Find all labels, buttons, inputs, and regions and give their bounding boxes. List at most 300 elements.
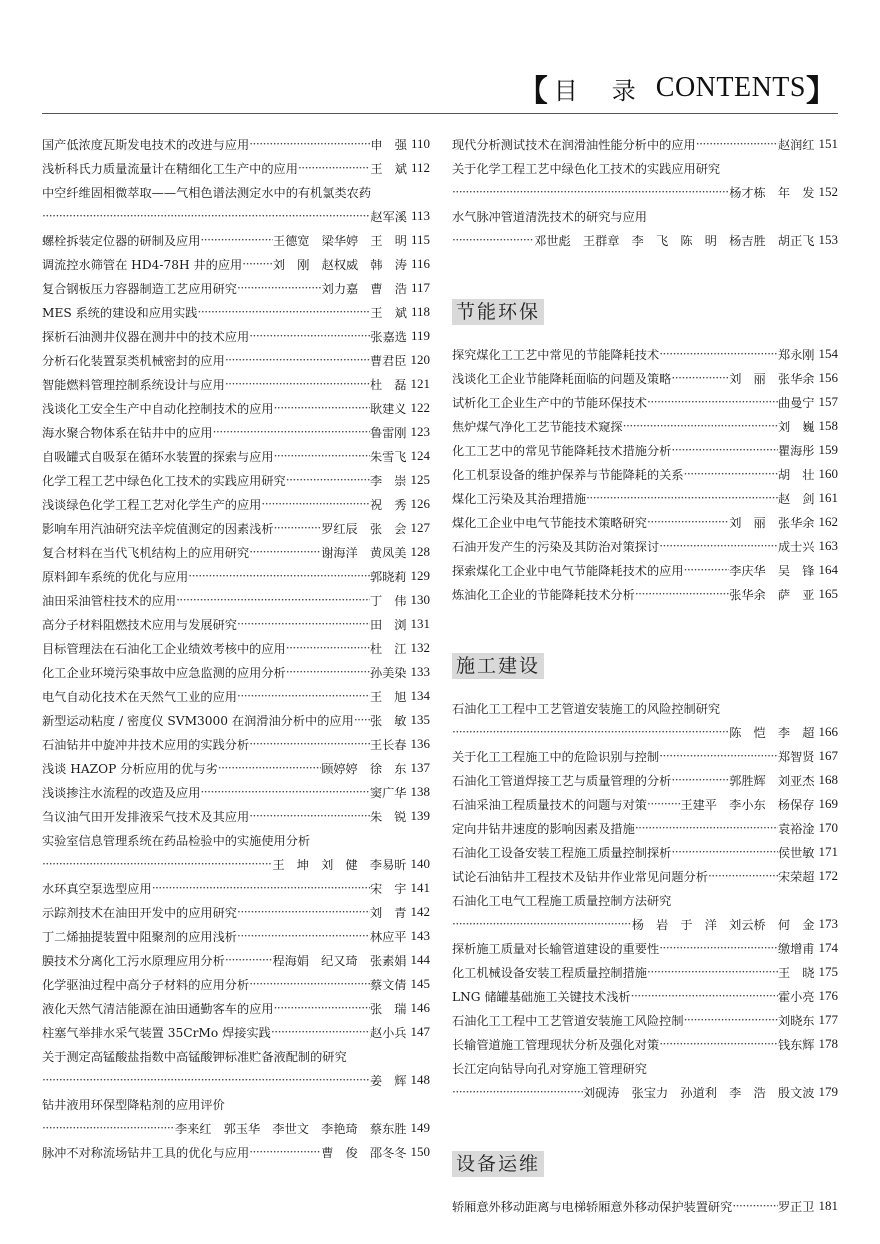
toc-entry-title-line[interactable]	[42, 1044, 430, 1068]
leader-dots	[671, 845, 778, 859]
entry-title[interactable]: 刍议油气田开发排液采气技术及其应用	[42, 809, 250, 824]
toc-entry-title-line[interactable]	[42, 1092, 430, 1116]
toc-entry[interactable]	[42, 684, 430, 708]
leader-dots	[647, 395, 778, 409]
toc-entry-author-line[interactable]	[452, 720, 838, 744]
entry-authors: 杜 江	[369, 641, 407, 656]
leader-dots	[635, 587, 729, 601]
toc-entry[interactable]	[42, 1140, 430, 1164]
section-gap	[452, 1104, 838, 1132]
entry-page: 123	[410, 424, 430, 439]
entry-authors: 邓世彪 王群章 李 飞 陈 明 杨吉胜 胡正飞	[534, 233, 815, 248]
leader-dots	[249, 1145, 321, 1159]
entry-page: 113	[410, 208, 430, 223]
entry-title[interactable]: 石油钻井中旋冲井技术应用的实践分析	[42, 737, 250, 752]
entry-title[interactable]: 新型运动粘度 / 密度仪 SVM3000 在润滑油分析中的应用	[42, 713, 354, 728]
toc-entry[interactable]	[42, 372, 430, 396]
entry-authors: 朱雪飞	[369, 449, 407, 464]
entry-authors: 王建平 李小东 杨保存	[680, 797, 815, 812]
entry-page: 174	[818, 940, 838, 955]
entry-title[interactable]: 探究煤化工工艺中常见的节能降耗技术	[452, 347, 660, 362]
toc-entry[interactable]	[42, 276, 430, 300]
bracket-open: 【	[517, 75, 548, 108]
leader-dots	[684, 1013, 778, 1027]
leader-dots	[732, 1199, 778, 1213]
entry-authors: 赵 剑	[777, 491, 815, 506]
toc-entry[interactable]	[452, 534, 838, 558]
left-column	[42, 132, 430, 1164]
section-title: 施工建设	[452, 653, 544, 679]
entry-title[interactable]: 现代分析测试技术在润滑油性能分析中的应用	[452, 137, 696, 152]
entry-page: 176	[818, 988, 838, 1003]
entry-authors: 刘力嘉 曹 浩	[321, 281, 407, 296]
leader-dots	[647, 965, 778, 979]
toc-entry[interactable]	[452, 342, 838, 366]
toc-entry[interactable]	[42, 300, 430, 324]
entry-title[interactable]: 海水聚合物体系在钻井中的应用	[42, 425, 213, 440]
entry-authors: 孙美染	[369, 665, 407, 680]
toc-entry[interactable]	[452, 1032, 838, 1056]
entry-authors: 王 坤 刘 健 李易昕	[272, 857, 407, 872]
toc-entry[interactable]	[42, 420, 430, 444]
toc-entry[interactable]	[42, 612, 430, 636]
toc-entry[interactable]	[452, 132, 838, 156]
entry-page: 152	[818, 184, 838, 199]
entry-authors: 钱东辉	[777, 1037, 815, 1052]
entry-title[interactable]: 煤化工污染及其治理措施	[452, 491, 587, 506]
entry-page: 127	[410, 520, 430, 535]
toc-entry[interactable]	[452, 744, 838, 768]
entry-page: 157	[818, 394, 838, 409]
entry-title[interactable]: 国产低浓度瓦斯发电技术的改进与应用	[42, 137, 250, 152]
entry-page: 168	[818, 772, 838, 787]
entry-authors: 刘 青	[369, 905, 407, 920]
toc-entry[interactable]	[42, 228, 430, 252]
entry-title[interactable]: 探析施工质量对长输管道建设的重要性	[452, 941, 660, 956]
toc-entry-author-line[interactable]	[452, 912, 838, 936]
entry-page: 122	[410, 400, 430, 415]
toc-entry[interactable]	[42, 132, 430, 156]
entry-title[interactable]: 浅谈绿色化学工程工艺对化学生产的应用	[42, 497, 262, 512]
entry-title[interactable]: 石油采油工程质量技术的问题与对策	[452, 797, 647, 812]
toc-entry[interactable]	[452, 960, 838, 984]
entry-page: 146	[410, 1000, 430, 1015]
entry-page: 119	[410, 328, 430, 343]
entry-title[interactable]: 试论石油钻井工程技术及钻井作业常见问题分析	[452, 869, 708, 884]
entry-title[interactable]: 石油化工工程中工艺管道安装施工风险控制	[452, 1013, 684, 1028]
entry-page: 132	[410, 640, 430, 655]
leader-dots	[659, 347, 778, 361]
toc-entry[interactable]	[42, 252, 430, 276]
entry-authors: 张 敏	[369, 713, 407, 728]
entry-authors: 罗正卫	[777, 1199, 815, 1214]
entry-title[interactable]: 关于化工工程施工中的危险识别与控制	[452, 749, 660, 764]
entry-page: 161	[818, 490, 838, 505]
toc-entry[interactable]	[42, 756, 430, 780]
entry-page: 175	[818, 964, 838, 979]
entry-page: 177	[818, 1012, 838, 1027]
entry-page: 153	[818, 232, 838, 247]
leader-dots	[197, 305, 370, 319]
entry-authors: 陈 恺 李 超	[729, 725, 815, 740]
toc-entry[interactable]	[42, 516, 430, 540]
entry-title[interactable]: 液化天然气清洁能源在油田通勤客车的应用	[42, 1001, 274, 1016]
entry-title[interactable]: 石油开发产生的污染及其防治对策探讨	[452, 539, 660, 554]
entry-authors: 赵军溪	[370, 209, 407, 224]
toc-entry[interactable]	[42, 348, 430, 372]
entry-page: 162	[818, 514, 838, 529]
leader-dots	[354, 713, 370, 727]
toc-entry[interactable]	[42, 780, 430, 804]
entry-page: 134	[410, 688, 430, 703]
entry-page: 137	[410, 760, 430, 775]
entry-page: 147	[410, 1024, 430, 1039]
entry-title[interactable]: 水气脉冲管道清洗技术的研究与应用	[452, 209, 647, 224]
toc-entry[interactable]	[452, 366, 838, 390]
leader-dots	[708, 869, 778, 883]
toc-entry[interactable]	[452, 510, 838, 534]
entry-title[interactable]: 石油化工管道焊接工艺与质量管理的分析	[452, 773, 672, 788]
entry-page: 160	[818, 466, 838, 481]
toc-entry[interactable]	[42, 468, 430, 492]
entry-title[interactable]: 钻井液用环保型降粘剂的应用评价	[42, 1097, 225, 1112]
toc-entry-title-line[interactable]	[42, 180, 430, 204]
entry-title[interactable]: 煤化工企业中电气节能技术策略研究	[452, 515, 647, 530]
toc-entry-title-line[interactable]	[42, 828, 430, 852]
entry-authors: 曲曼宁	[777, 395, 815, 410]
section-header	[452, 1152, 838, 1176]
entry-authors: 丁 伟	[369, 593, 407, 608]
leader-dots	[586, 491, 778, 505]
toc-entry-title-line[interactable]	[452, 204, 838, 228]
toc-entry[interactable]	[452, 1194, 838, 1218]
entry-page: 144	[410, 952, 430, 967]
entry-page: 164	[818, 562, 838, 577]
entry-authors: 李来红 郭玉华 李世文 李艳琦 蔡东胜	[174, 1121, 407, 1136]
entry-title[interactable]: 中空纤维固相微萃取——气相色谱法测定水中的有机氯类农药	[42, 185, 372, 200]
entry-title[interactable]: LNG 储罐基础施工关键技术浅析	[452, 989, 631, 1004]
entry-authors: 杨才栋 年 发	[729, 185, 815, 200]
entry-title[interactable]: 化学工程工艺中绿色化工技术的实践应用研究	[42, 473, 286, 488]
leader-dots	[225, 353, 370, 367]
leader-dots	[452, 185, 729, 199]
toc-entry[interactable]	[452, 840, 838, 864]
entry-title[interactable]: 分析石化装置泵类机械密封的应用	[42, 353, 225, 368]
entry-title[interactable]: 焦炉煤气净化工艺节能技术窥探	[452, 419, 623, 434]
leader-dots	[631, 989, 778, 1003]
toc-entry[interactable]	[452, 864, 838, 888]
toc-entry[interactable]	[452, 792, 838, 816]
entry-title[interactable]: 影响车用汽油研究法辛烷值测定的因素浅析	[42, 521, 274, 536]
toc-entry[interactable]	[452, 582, 838, 606]
entry-authors: 王德宽 梁华婷 王 明	[272, 233, 407, 248]
entry-title[interactable]: 高分子材料阻燃技术应用与发展研究	[42, 617, 237, 632]
toc-entry[interactable]	[452, 816, 838, 840]
leader-dots	[298, 161, 370, 175]
leader-dots	[671, 773, 729, 787]
entry-authors: 王 旭	[369, 689, 407, 704]
entry-title[interactable]: 定向井钻井速度的影响因素及措施	[452, 821, 635, 836]
entry-title[interactable]: 智能燃料管理控制系统设计与应用	[42, 377, 225, 392]
entry-authors: 刘砚涛 张宝力 孙道利 李 浩 殷文波	[582, 1085, 815, 1100]
toc-entry-title-line[interactable]	[452, 1056, 838, 1080]
leader-dots	[225, 953, 273, 967]
entry-page: 166	[818, 724, 838, 739]
leader-dots	[274, 401, 370, 415]
leader-dots	[635, 821, 778, 835]
leader-dots	[237, 929, 370, 943]
leader-dots	[200, 233, 272, 247]
entry-title[interactable]: 浅谈化工企业节能降耗面临的问题及策略	[452, 371, 672, 386]
entry-page: 110	[410, 136, 430, 151]
leader-dots	[249, 137, 370, 151]
entry-authors: 祝 秀	[369, 497, 407, 512]
toc-entry[interactable]	[452, 558, 838, 582]
entry-authors: 蔡文倩	[369, 977, 407, 992]
toc-entry[interactable]	[42, 396, 430, 420]
leader-dots	[274, 1001, 370, 1015]
entry-title[interactable]: 浅谈掺注水流程的改造及应用	[42, 785, 201, 800]
leader-dots	[452, 917, 632, 931]
toc-entry[interactable]	[42, 492, 430, 516]
toc-entry[interactable]	[42, 804, 430, 828]
section-gap	[452, 252, 838, 280]
entry-title[interactable]: 探索煤化工企业中电气节能降耗技术的应用	[452, 563, 684, 578]
leader-dots	[696, 137, 778, 151]
leader-dots	[671, 443, 778, 457]
leader-dots	[659, 1037, 778, 1051]
section-header	[452, 300, 838, 324]
leader-dots	[188, 569, 370, 583]
entry-title[interactable]: 丁二烯抽提装置中阻聚剂的应用浅析	[42, 929, 237, 944]
toc-entry[interactable]	[42, 972, 430, 996]
leader-dots	[684, 467, 778, 481]
toc-entry[interactable]	[452, 414, 838, 438]
toc-entry[interactable]	[42, 564, 430, 588]
entry-page: 133	[410, 664, 430, 679]
entry-title[interactable]: 水环真空泵选型应用	[42, 881, 152, 896]
entry-title[interactable]: 关于化学工程工艺中绿色化工技术的实践应用研究	[452, 161, 721, 176]
toc-entry-author-line[interactable]	[452, 180, 838, 204]
leader-dots	[286, 473, 370, 487]
toc-entry-author-line[interactable]	[452, 228, 838, 252]
leader-dots	[286, 641, 370, 655]
title-english: CONTENTS	[655, 72, 806, 103]
entry-title[interactable]: 化学驱油过程中高分子材料的应用分析	[42, 977, 250, 992]
toc-entry-author-line[interactable]	[42, 204, 430, 228]
entry-page: 165	[818, 586, 838, 601]
leader-dots	[671, 371, 729, 385]
entry-authors: 田 浏	[369, 617, 407, 632]
toc-entry[interactable]	[452, 390, 838, 414]
entry-authors: 李庆华 吴 锋	[729, 563, 815, 578]
entry-title[interactable]: 复合材料在当代飞机结构上的应用研究	[42, 545, 250, 560]
entry-page: 121	[410, 376, 430, 391]
leader-dots	[274, 521, 322, 535]
toc-entry[interactable]	[42, 636, 430, 660]
toc-entry[interactable]	[42, 1020, 430, 1044]
entry-title[interactable]: 脉冲不对称流场钻井工具的优化与应用	[42, 1145, 250, 1160]
toc-entry-title-line[interactable]	[452, 888, 838, 912]
toc-entry[interactable]	[452, 768, 838, 792]
toc-entry[interactable]	[42, 732, 430, 756]
leader-dots	[42, 1073, 370, 1087]
entry-title[interactable]: 实验室信息管理系统在药品检验中的实施使用分析	[42, 833, 311, 848]
entry-title[interactable]: 螺栓拆装定位器的研制及应用	[42, 233, 201, 248]
entry-authors: 刘 丽 张华余	[729, 515, 815, 530]
entry-authors: 王 斌	[370, 305, 407, 320]
entry-authors: 郭晓莉	[369, 569, 407, 584]
header-rule	[42, 113, 838, 114]
entry-authors: 刘晓东	[777, 1013, 815, 1028]
entry-authors: 宋 宇	[369, 881, 407, 896]
entry-title[interactable]: 电气自动化技术在天然气工业的应用	[42, 689, 237, 704]
entry-page: 129	[410, 568, 430, 583]
entry-title[interactable]: 关于测定高锰酸盐指数中高锰酸钾标准贮备液配制的研究	[42, 1049, 347, 1064]
entry-page: 128	[410, 544, 430, 559]
entry-authors: 程海娟 纪又琦 张素娟	[272, 953, 407, 968]
entry-title[interactable]: 石油化工电气工程施工质量控制方法研究	[452, 893, 672, 908]
leader-dots	[249, 329, 370, 343]
toc-entry-author-line[interactable]	[452, 1080, 838, 1104]
toc-entry[interactable]	[42, 540, 430, 564]
entry-page: 135	[410, 712, 430, 727]
entry-authors: 李 崇	[369, 473, 407, 488]
entry-page: 167	[818, 748, 838, 763]
toc-entry[interactable]	[42, 444, 430, 468]
leader-dots	[237, 689, 370, 703]
entry-authors: 朱 锐	[369, 809, 407, 824]
entry-title[interactable]: 调流控水筛管在 HD4-78H 井的应用	[42, 257, 243, 272]
toc-entry[interactable]	[42, 156, 430, 180]
leader-dots	[200, 785, 370, 799]
toc-entry[interactable]	[452, 936, 838, 960]
entry-page: 140	[410, 856, 430, 871]
toc-entry[interactable]	[452, 486, 838, 510]
entry-title[interactable]: 轿厢意外移动距离与电梯轿厢意外移动保护装置研究	[452, 1199, 733, 1214]
entry-page: 141	[410, 880, 430, 895]
leader-dots	[42, 209, 370, 223]
toc-entry-author-line[interactable]	[42, 1116, 430, 1140]
toc-entry[interactable]	[42, 996, 430, 1020]
toc-entry[interactable]	[42, 588, 430, 612]
toc-entry-title-line[interactable]	[452, 696, 838, 720]
entry-title[interactable]: 自吸罐式自吸泵在循环水装置的探索与应用	[42, 449, 274, 464]
entry-title[interactable]: 石油化工设备安装工程施工质量控制探析	[452, 845, 672, 860]
leader-dots	[213, 425, 370, 439]
toc-entry[interactable]	[42, 900, 430, 924]
leader-dots	[659, 941, 778, 955]
entry-authors: 罗红辰 张 会	[321, 521, 407, 536]
entry-authors: 刘 刚 赵权威 韩 涛	[272, 257, 407, 272]
toc-entry[interactable]	[452, 984, 838, 1008]
entry-page: 159	[818, 442, 838, 457]
entry-authors: 郑永刚	[777, 347, 815, 362]
leader-dots	[42, 1121, 175, 1135]
leader-dots	[452, 725, 729, 739]
entry-page: 163	[818, 538, 838, 553]
leader-dots	[237, 281, 322, 295]
entry-page: 125	[410, 472, 430, 487]
entry-title[interactable]: 长江定向钻导向孔对穿施工管理研究	[452, 1061, 647, 1076]
entry-page: 120	[410, 352, 430, 367]
entry-title[interactable]: 示踪剂技术在油田开发中的应用研究	[42, 905, 237, 920]
entry-authors: 窦广华	[369, 785, 407, 800]
entry-page: 154	[818, 346, 838, 361]
leader-dots	[242, 257, 273, 271]
leader-dots	[261, 497, 370, 511]
toc-entry[interactable]	[452, 1008, 838, 1032]
entry-title[interactable]: 目标管理法在石油化工企业绩效考核中的应用	[42, 641, 286, 656]
entry-page: 117	[410, 280, 430, 295]
entry-page: 156	[818, 370, 838, 385]
entry-title[interactable]: 化工企业环境污染事故中应急监测的应用分析	[42, 665, 286, 680]
entry-page: 139	[410, 808, 430, 823]
entry-title[interactable]: 化工工艺中的常见节能降耗技术措施分析	[452, 443, 672, 458]
toc-entry[interactable]	[42, 708, 430, 732]
toc-entry[interactable]	[452, 438, 838, 462]
entry-title[interactable]: 化工机械设备安装工程质量控制措施	[452, 965, 647, 980]
leader-dots	[647, 515, 729, 529]
toc-entry[interactable]	[452, 462, 838, 486]
toc-entry-author-line[interactable]	[42, 852, 430, 876]
entry-title[interactable]: 长输管道施工管理现状分析及强化对策	[452, 1037, 660, 1052]
entry-title[interactable]: 石油化工工程中工艺管道安装施工的风险控制研究	[452, 701, 721, 716]
entry-title[interactable]: 试析化工企业生产中的节能环保技术	[452, 395, 647, 410]
entry-title[interactable]: 浅析科氏力质量流量计在精细化工生产中的应用	[42, 161, 298, 176]
entry-authors: 顾婷婷 徐 东	[321, 761, 407, 776]
toc-entry[interactable]	[42, 660, 430, 684]
leader-dots	[249, 977, 370, 991]
entry-page: 143	[410, 928, 430, 943]
entry-title[interactable]: 原料卸车系统的优化与应用	[42, 569, 189, 584]
entry-title[interactable]: 柱塞气举排水采气装置 35CrMo 焊接实践	[42, 1025, 271, 1040]
entry-title[interactable]: 浅谈化工安全生产中自动化控制技术的应用	[42, 401, 274, 416]
entry-title[interactable]: 油田采油管柱技术的应用	[42, 593, 177, 608]
entry-title[interactable]: 复合钢板压力容器制造工艺应用研究	[42, 281, 237, 296]
entry-authors: 侯世敏	[777, 845, 815, 860]
entry-page: 142	[410, 904, 430, 919]
entry-authors: 耿建义	[369, 401, 407, 416]
entry-title[interactable]: MES 系统的建设和应用实践	[42, 305, 198, 320]
entry-page: 115	[410, 232, 430, 247]
entry-authors: 杜 磊	[369, 377, 407, 392]
section-header	[452, 654, 838, 678]
toc-entry[interactable]	[42, 324, 430, 348]
entry-page: 151	[818, 136, 838, 151]
entry-page: 112	[410, 160, 430, 175]
entry-title[interactable]: 探析石油测井仪器在测井中的技术应用	[42, 329, 250, 344]
leader-dots	[274, 449, 370, 463]
leader-dots	[237, 905, 370, 919]
toc-entry[interactable]	[42, 948, 430, 972]
entry-authors: 赵小兵	[369, 1025, 407, 1040]
leader-dots	[42, 857, 272, 871]
toc-entry-title-line[interactable]	[452, 156, 838, 180]
entry-title[interactable]: 浅谈 HAZOP 分析应用的优与劣	[42, 761, 218, 776]
entry-authors: 谢海洋 黄凤美	[321, 545, 407, 560]
leader-dots	[249, 809, 370, 823]
entry-title[interactable]: 膜技术分离化工污水原理应用分析	[42, 953, 225, 968]
entry-authors: 刘 巍	[777, 419, 815, 434]
entry-title[interactable]: 炼油化工企业的节能降耗技术分析	[452, 587, 635, 602]
entry-title[interactable]: 化工机泵设备的维护保养与节能降耗的关系	[452, 467, 684, 482]
toc-entry-author-line[interactable]	[42, 1068, 430, 1092]
entry-page: 118	[410, 304, 430, 319]
toc-entry[interactable]	[42, 924, 430, 948]
leader-dots	[271, 1025, 370, 1039]
toc-entry[interactable]	[42, 876, 430, 900]
